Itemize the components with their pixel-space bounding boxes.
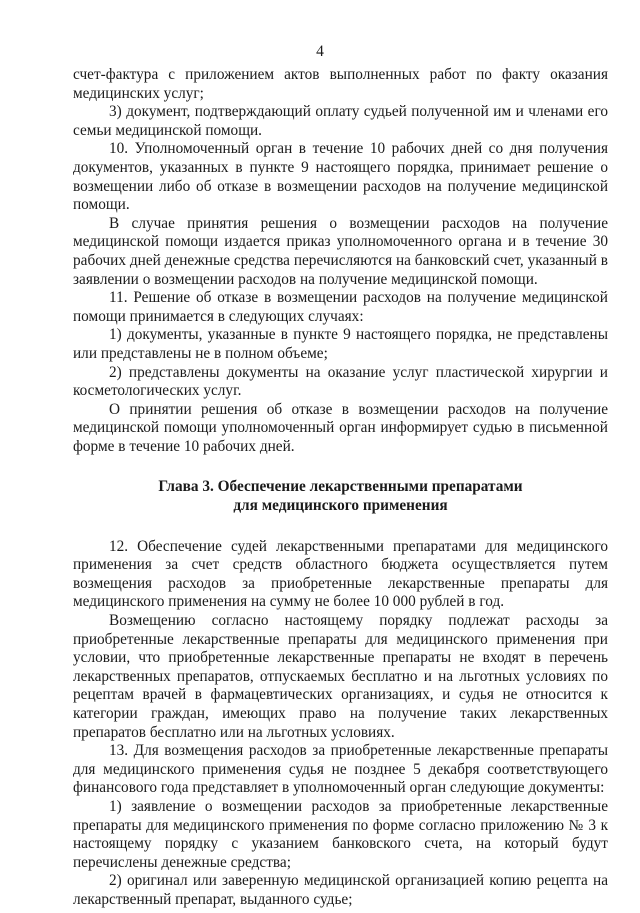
paragraph: 2) оригинал или заверенную медицинской организацией копию рецепта на лекарственный препарат, выданного судье; [73,872,608,908]
paragraph: О принятии решения об отказе в возмещении расходов на получение медицинской помощи уполномоченный орган информирует судью в письменной форме в течение 10 рабочих дней. [73,400,608,455]
paragraph: 1) заявление о возмещении расходов за приобретенные лекарственные препараты для медицинского применения по форме согласно приложению № 3 к настоящему порядку с указанием банковского счета, на который будут перечислены денежные средства; [73,797,608,871]
paragraph: 13. Для возмещения расходов за приобретенные лекарственные препараты для медицинского применения судья не позднее 5 декабря соответствующего финансового года представляет в уполномоченный орган следующие документы: [73,742,608,797]
paragraph: 10. Уполномоченный орган в течение 10 рабочих дней со дня получения документов, указанных в пункте 9 настоящего порядка, принимает решение о возмещении либо об отказе в возмещении расходов на получение медицинской помощи. [73,140,608,214]
paragraph: 1) документы, указанные в пункте 9 настоящего порядка, не представлены или представлены не в полном объеме; [73,326,608,362]
chapter-heading-line2: для медицинского применения [233,497,448,515]
chapter-heading-line1: Глава 3. Обеспечение лекарственными препаратами [158,478,523,496]
paragraph: 3) документ, подтверждающий оплату судьей полученной им и членами его семьи медицинской помощи. [73,103,608,139]
document-body [73,66,608,910]
paragraph: Возмещению согласно настоящему порядку подлежат расходы за приобретенные лекарственные препараты для медицинского применения при условии, что приобретенные лекарственные препараты не входят в перечень лекарственных препаратов, отпускаемых бесплатно и на льготных условиях по рецептам врачей в фармацевтических организациях, и судья не относится к категории граждан, имеющих право на получение таких лекарственных препаратов бесплатно или на льготных условиях. [73,612,608,741]
paragraph: В случае принятия решения о возмещении расходов на получение медицинской помощи издается приказ уполномоченного органа и в течение 30 рабочих дней денежные средства перечисляются на банковский счет, указанный в заявлении о возмещении расходов на получение медицинской помощи. [73,214,608,288]
paragraph: 12. Обеспечение судей лекарственными препаратами для медицинского применения за счет средств областного бюджета осуществляется путем возмещения расходов за приобретенные лекарственные препараты для медицинского применения на сумму не более 10 000 рублей в год. [73,537,608,611]
paragraph: счет-фактура с приложением актов выполненных работ по факту оказания медицинских услуг; [73,66,608,102]
page-number: 4 [316,43,324,60]
paragraph: 2) представлены документы на оказание услуг пластической хирургии и косметологических услуг. [73,363,608,400]
paragraph: 11. Решение об отказе в возмещении расходов на получение медицинской помощи принимается в следующих случаях: [73,289,608,325]
chapter-heading [73,478,608,515]
